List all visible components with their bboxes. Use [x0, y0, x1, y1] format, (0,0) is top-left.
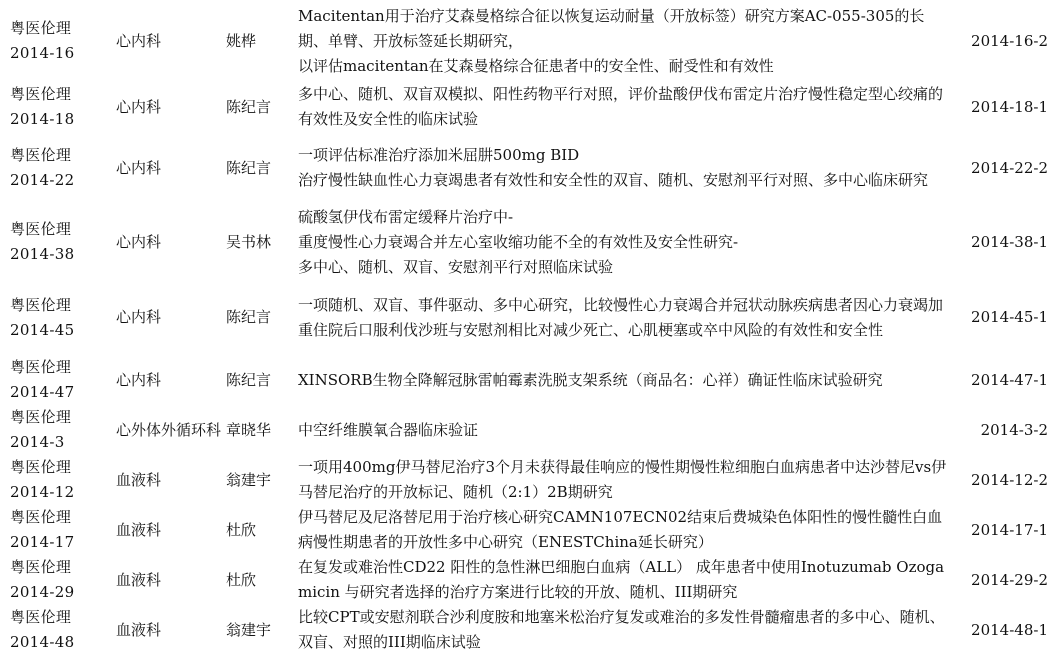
study-title: 一项随机、双盲、事件驱动、多中心研究，比较慢性心力衰竭合并冠状动脉疾病患者因心力衰竭加重住院后口服利伐沙班与安慰剂相比对减少死亡、心肌梗塞或卒中风险的有效性和安全性	[298, 295, 944, 339]
study-title: 伊马替尼及尼洛替尼用于治疗核心研究CAMN107ECN02结束后费城染色体阳性的慢性髓性白血病慢性期患者的开放性多中心研究（ENESTChina延长研究）	[298, 508, 943, 551]
table-row	[0, 505, 1062, 555]
study-title: 比较CPT或安慰剂联合沙利度胺和地塞米松治疗复发或难治的多发性骨髓瘤患者的多中心、随机、双盲、对照的III期临床试验	[298, 608, 945, 651]
ethics-code: 粤医伦理 2014-22	[10, 146, 75, 189]
department: 心内科	[116, 308, 162, 326]
approval-number: 2014-12-2	[971, 470, 1048, 489]
principal-investigator: 翁建宇	[226, 620, 272, 639]
study-title: 硫酸氢伊伐布雷定缓释片治疗中- 重度慢性心力衰竭合并左心室收缩功能不全的有效性及安全性研究- 多中心、随机、双盲、安慰剂平行对照临床试验	[298, 207, 739, 276]
approval-number: 2014-38-1	[971, 232, 1048, 251]
table-row	[0, 204, 1062, 280]
principal-investigator: 陈纪言	[226, 308, 272, 326]
study-title: 在复发或难治性CD22 阳性的急性淋巴细胞白血病（ALL） 成年患者中使用Inotuzumab Ozogamicin 与研究者选择的治疗方案进行比较的开放、随机、III期研究	[298, 558, 945, 601]
principal-investigator: 陈纪言	[226, 97, 272, 116]
principal-investigator: 杜欣	[226, 520, 257, 539]
principal-investigator: 陈纪言	[226, 370, 272, 389]
approval-number: 2014-29-2	[971, 570, 1048, 589]
approval-number: 2014-16-2	[971, 31, 1048, 50]
department: 血液科	[116, 470, 162, 489]
ethics-code: 粤医伦理 2014-45	[10, 295, 75, 339]
table-row	[0, 355, 1062, 405]
approval-number: 2014-17-1	[971, 520, 1048, 539]
approval-number: 2014-48-1	[971, 620, 1048, 639]
table-row	[0, 555, 1062, 605]
table-row	[0, 280, 1062, 355]
study-title: 一项评估标准治疗添加米屈肼500mg BID 治疗慢性缺血性心力衰竭患者有效性和安全性的双盲、随机、安慰剂平行对照、多中心临床研究	[298, 146, 929, 189]
ethics-code: 粤医伦理 2014-47	[10, 358, 75, 401]
study-title: 多中心、随机、双盲双模拟、阳性药物平行对照，评价盐酸伊伐布雷定片治疗慢性稳定型心绞痛的有效性及安全性的临床试验	[298, 85, 944, 128]
study-title: Macitentan用于治疗艾森曼格综合征以恢复运动耐量（开放标签）研究方案AC-055-305的长期、单臂、开放标签延长期研究， 以评估macitentan在艾森曼格综合征患者中的安全性、耐受性和有效性	[298, 6, 925, 75]
table-row	[0, 0, 1062, 82]
department: 心内科	[116, 158, 162, 177]
ethics-code: 粤医伦理 2014-29	[10, 558, 75, 601]
ethics-code: 粤医伦理 2014-48	[10, 608, 75, 651]
approval-number: 2014-18-1	[971, 97, 1048, 116]
ethics-code: 粤医伦理 2014-17	[10, 508, 75, 551]
principal-investigator: 陈纪言	[226, 158, 272, 177]
table-row	[0, 82, 1062, 132]
department: 心内科	[116, 232, 162, 251]
department: 心内科	[116, 370, 162, 389]
principal-investigator: 姚桦	[226, 31, 257, 50]
principal-investigator: 翁建宇	[226, 470, 272, 489]
table-row	[0, 605, 1062, 655]
department: 血液科	[116, 570, 162, 589]
approval-number: 2014-47-1	[971, 370, 1048, 389]
ethics-code: 粤医伦理 2014-3	[10, 408, 72, 451]
department: 心内科	[116, 31, 162, 50]
table-row	[0, 132, 1062, 204]
study-title: 一项用400mg伊马替尼治疗3个月未获得最佳响应的慢性期慢性粒细胞白血病患者中达沙替尼vs伊马替尼治疗的开放标记、随机（2:1）2B期研究	[298, 458, 947, 501]
approval-number: 2014-45-1	[971, 308, 1048, 326]
department: 血液科	[116, 620, 162, 639]
principal-investigator: 吴书林	[226, 232, 272, 251]
ethics-code: 粤医伦理 2014-38	[10, 220, 75, 263]
ethics-code: 粤医伦理 2014-18	[10, 85, 75, 128]
ethics-code: 粤医伦理 2014-16	[10, 19, 75, 62]
department: 血液科	[116, 520, 162, 539]
ethics-code: 粤医伦理 2014-12	[10, 458, 75, 501]
table-row	[0, 405, 1062, 455]
table-row	[0, 455, 1062, 505]
principal-investigator: 杜欣	[226, 570, 257, 589]
approval-number: 2014-22-2	[971, 158, 1048, 177]
study-title: XINSORB生物全降解冠脉雷帕霉素洗脱支架系统（商品名：心祥）确证性临床试验研究	[298, 370, 883, 389]
principal-investigator: 章晓华	[226, 420, 272, 439]
approval-number: 2014-3-2	[980, 420, 1048, 439]
study-title: 中空纤维膜氧合器临床验证	[298, 420, 479, 439]
department: 心内科	[116, 97, 162, 116]
department: 心外体外循环科	[116, 420, 222, 439]
